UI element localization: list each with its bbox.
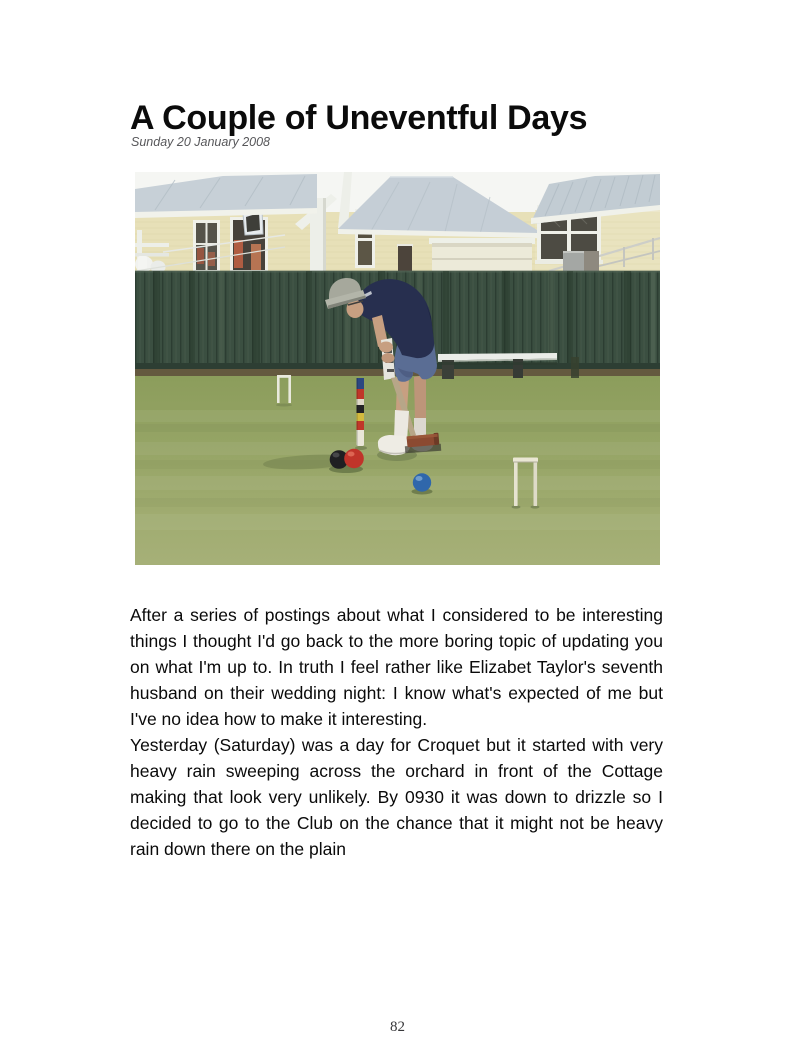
croquet-photo [135,172,660,565]
page-number: 82 [390,1019,405,1035]
paragraph-1: After a series of postings about what I considered to be interesting things I thought I'd go back to the more boring topic of updating you on what I'm up to. In truth I feel rather like Elizabet Taylor's seventh husband on their wedding night: I know what's expected of me but I've no idea how to make it interesting. [130,605,663,729]
garage-door [429,238,535,274]
bin [563,251,599,273]
houses [135,172,660,276]
doorway [397,244,413,274]
post-date: Sunday 20 January 2008 [131,135,270,149]
body-text [130,602,663,862]
paragraph-2: Yesterday (Saturday) was a day for Croquet but it started with very heavy rain sweeping across the orchard in front of the Cottage making that look very unlikely. By 0930 it was down to drizzle so I decided to go to the Club on the chance that it might not be heavy rain down there on the plain [130,735,663,859]
croquet-photo-illustration [135,172,660,565]
page-title: A Couple of Uneventful Days [130,99,588,137]
